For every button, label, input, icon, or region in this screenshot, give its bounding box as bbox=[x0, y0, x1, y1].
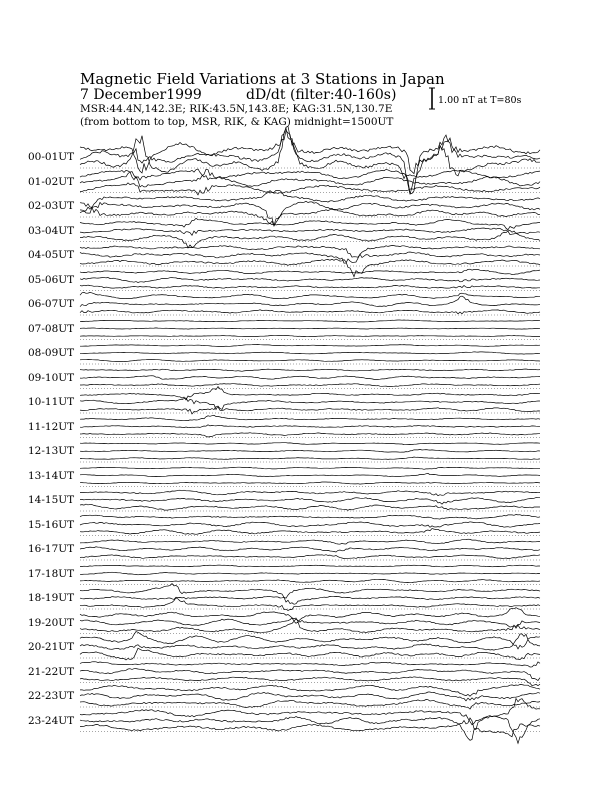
trace-07-08UT-KAG bbox=[80, 320, 540, 322]
row-label-08-09UT: 08-09UT bbox=[28, 347, 75, 359]
row-12-13UT bbox=[80, 443, 540, 462]
trace-17-18UT-MSR bbox=[80, 579, 540, 582]
row-09-10UT bbox=[80, 369, 540, 389]
trace-12-13UT-RIK bbox=[80, 449, 540, 452]
row-06-07UT bbox=[80, 292, 540, 315]
trace-10-11UT-RIK bbox=[80, 398, 540, 410]
trace-16-17UT-KAG bbox=[80, 539, 540, 544]
row-label-14-15UT: 14-15UT bbox=[28, 494, 75, 506]
trace-18-19UT-KAG bbox=[80, 584, 540, 599]
trace-11-12UT-MSR bbox=[80, 433, 540, 437]
trace-12-13UT-KAG bbox=[80, 443, 540, 445]
trace-09-10UT-KAG bbox=[80, 369, 540, 371]
trace-23-24UT-RIK bbox=[80, 716, 540, 743]
row-22-23UT bbox=[80, 685, 540, 710]
row-label-12-13UT: 12-13UT bbox=[28, 445, 75, 457]
trace-22-23UT-KAG bbox=[80, 685, 540, 697]
trace-19-20UT-MSR bbox=[80, 621, 540, 632]
trace-21-22UT-KAG bbox=[80, 662, 540, 667]
trace-06-07UT-RIK bbox=[80, 296, 540, 307]
trace-14-15UT-RIK bbox=[80, 498, 540, 505]
row-23-24UT bbox=[80, 699, 540, 744]
row-11-12UT bbox=[80, 415, 540, 437]
station-coordinates: MSR:44.4N,142.3E; RIK:43.5N,143.8E; KAG:31.5N,130.7E bbox=[80, 103, 393, 115]
row-08-09UT bbox=[80, 344, 540, 364]
scale-bar-label: 1.00 nT at T=80s bbox=[438, 95, 522, 106]
trace-13-14UT-KAG bbox=[80, 467, 540, 469]
trace-04-05UT-KAG bbox=[80, 246, 540, 258]
trace-19-20UT-KAG bbox=[80, 608, 540, 622]
trace-20-21UT-KAG bbox=[80, 632, 540, 649]
row-01-02UT bbox=[80, 169, 540, 195]
trace-21-22UT-MSR bbox=[80, 677, 540, 686]
row-13-14UT bbox=[80, 467, 540, 486]
trace-17-18UT-KAG bbox=[80, 565, 540, 567]
trace-19-20UT-RIK bbox=[80, 618, 540, 627]
chart-title: Magnetic Field Variations at 3 Stations in Japan bbox=[80, 70, 445, 88]
row-label-15-16UT: 15-16UT bbox=[28, 518, 75, 531]
trace-22-23UT-MSR bbox=[80, 700, 540, 710]
row-16-17UT bbox=[80, 539, 540, 560]
row-21-22UT bbox=[80, 662, 540, 686]
row-label-22-23UT: 22-23UT bbox=[28, 690, 75, 702]
row-label-09-10UT: 09-10UT bbox=[28, 371, 75, 384]
trace-09-10UT-RIK bbox=[80, 376, 540, 380]
trace-17-18UT-RIK bbox=[80, 572, 540, 575]
trace-16-17UT-MSR bbox=[80, 555, 540, 559]
trace-15-16UT-MSR bbox=[80, 529, 540, 535]
trace-14-15UT-KAG bbox=[80, 490, 540, 496]
row-label-03-04UT: 03-04UT bbox=[28, 224, 75, 237]
trace-05-06UT-KAG bbox=[80, 269, 540, 274]
component-label: dD/dt (filter:40-160s) bbox=[246, 87, 397, 103]
row-label-04-05UT: 04-05UT bbox=[28, 249, 75, 261]
row-00-01UT bbox=[80, 126, 540, 194]
trace-09-10UT-MSR bbox=[80, 384, 540, 387]
trace-23-24UT-MSR bbox=[80, 718, 540, 737]
row-label-06-07UT: 06-07UT bbox=[28, 298, 75, 310]
row-label-10-11UT: 10-11UT bbox=[28, 396, 75, 408]
row-label-20-21UT: 20-21UT bbox=[28, 641, 75, 653]
row-17-18UT bbox=[80, 565, 540, 584]
row-19-20UT bbox=[80, 608, 540, 634]
trace-06-07UT-KAG bbox=[80, 292, 540, 298]
row-label-21-22UT: 21-22UT bbox=[28, 665, 75, 678]
trace-06-07UT-MSR bbox=[80, 310, 540, 314]
row-label-23-24UT: 23-24UT bbox=[28, 714, 75, 727]
row-10-11UT bbox=[80, 387, 540, 414]
row-label-16-17UT: 16-17UT bbox=[28, 543, 75, 555]
trace-03-04UT-KAG bbox=[80, 218, 540, 229]
trace-05-06UT-RIK bbox=[80, 277, 540, 282]
trace-15-16UT-KAG bbox=[80, 515, 540, 520]
trace-04-05UT-RIK bbox=[80, 252, 540, 263]
row-07-08UT bbox=[80, 320, 540, 340]
row-03-04UT bbox=[80, 218, 540, 248]
row-label-00-01UT: 00-01UT bbox=[28, 151, 75, 163]
row-label-02-03UT: 02-03UT bbox=[28, 200, 75, 212]
row-label-18-19UT: 18-19UT bbox=[28, 592, 75, 604]
trace-03-04UT-MSR bbox=[80, 231, 540, 248]
row-label-13-14UT: 13-14UT bbox=[28, 469, 75, 482]
row-05-06UT bbox=[80, 269, 540, 290]
row-label-01-02UT: 01-02UT bbox=[28, 175, 75, 188]
station-order-note: (from bottom to top, MSR, RIK, & KAG) midnight=1500UT bbox=[80, 116, 394, 128]
trace-05-06UT-MSR bbox=[80, 285, 540, 288]
date-label: 7 December1999 bbox=[80, 87, 202, 103]
trace-04-05UT-MSR bbox=[80, 259, 540, 277]
trace-08-09UT-KAG bbox=[80, 344, 540, 346]
row-label-11-12UT: 11-12UT bbox=[28, 420, 75, 433]
trace-16-17UT-RIK bbox=[80, 547, 540, 552]
trace-11-12UT-RIK bbox=[80, 425, 540, 428]
trace-08-09UT-RIK bbox=[80, 352, 540, 354]
trace-03-04UT-RIK bbox=[80, 228, 540, 235]
row-18-19UT bbox=[80, 584, 540, 611]
trace-13-14UT-RIK bbox=[80, 473, 540, 476]
trace-18-19UT-RIK bbox=[80, 596, 540, 604]
trace-07-08UT-MSR bbox=[80, 335, 540, 336]
row-14-15UT bbox=[80, 490, 540, 511]
trace-11-12UT-KAG bbox=[80, 415, 540, 420]
row-20-21UT bbox=[80, 632, 540, 660]
row-label-07-08UT: 07-08UT bbox=[28, 322, 75, 335]
trace-13-14UT-MSR bbox=[80, 482, 540, 484]
trace-14-15UT-MSR bbox=[80, 504, 540, 510]
row-label-05-06UT: 05-06UT bbox=[28, 273, 75, 286]
trace-15-16UT-RIK bbox=[80, 522, 540, 528]
trace-07-08UT-RIK bbox=[80, 328, 540, 329]
trace-08-09UT-MSR bbox=[80, 359, 540, 361]
trace-00-01UT-KAG bbox=[80, 131, 540, 174]
trace-01-02UT-RIK bbox=[80, 169, 540, 187]
trace-12-13UT-MSR bbox=[80, 457, 540, 459]
trace-01-02UT-KAG bbox=[80, 169, 540, 180]
row-15-16UT bbox=[80, 515, 540, 536]
row-label-19-20UT: 19-20UT bbox=[28, 616, 75, 629]
trace-02-03UT-KAG bbox=[80, 190, 540, 207]
row-label-17-18UT: 17-18UT bbox=[28, 567, 75, 580]
trace-22-23UT-RIK bbox=[80, 692, 540, 701]
